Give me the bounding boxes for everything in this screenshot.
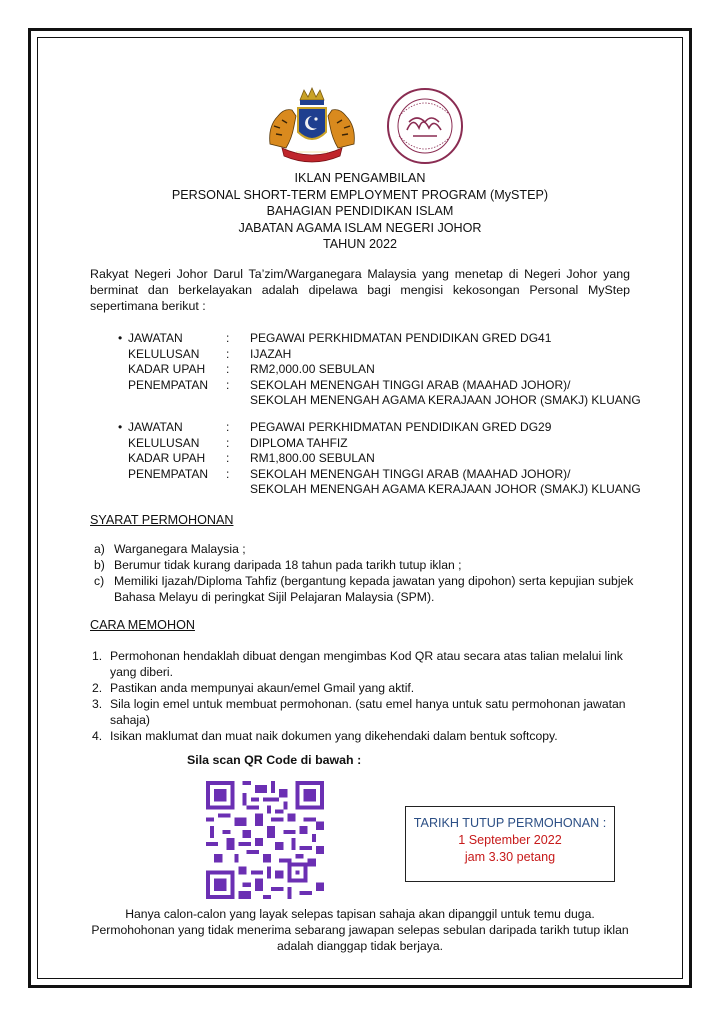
penempatan-value-1: SEKOLAH MENENGAH TINGGI ARAB (MAAHAD JOHOR)/ [250, 377, 571, 392]
syarat-permohonan-title: SYARAT PERMOHONAN [90, 513, 234, 527]
heading-line-2: PERSONAL SHORT-TERM EMPLOYMENT PROGRAM (MySTEP) [171, 187, 549, 202]
kadar-upah-value: RM2,000.00 SEBULAN [250, 362, 375, 376]
job-block-1: • JAWATAN : PEGAWAI PERKHIDMATAN PENDIDIKAN GRED DG41 KELULUSAN : IJAZAH KADAR UPAH : RM2,000.00 SEBULAN PENEMPATAN : SEKOLAH MENENGAH TINGGI ARAB (MAAHAD JOHOR)/ SEKOLAH MENENGAH AGAMA KERAJAAN JOHOR (SMAKJ) KLUANG [118, 331, 658, 409]
jawatan-label: • JAWATAN [118, 420, 226, 436]
advertisement-heading [0, 170, 720, 253]
footer-line-1: Hanya calon-calon yang layak selepas tapisan sahaja akan dipanggil untuk temu duga. [125, 907, 595, 921]
penempatan-label: PENEMPATAN [128, 377, 209, 392]
cara-memohon-list [92, 648, 632, 744]
intro-paragraph: Rakyat Negeri Johor Darul Ta’zim/Warganegara Malaysia yang menetap di Negeri Johor yang berminat dan berkelayakan adalah dipelawa bagi mengisi kekosongan Personal MyStep sepertimana berikut : [90, 267, 630, 313]
kelulusan-value: DIPLOMA TAHFIZ [250, 435, 348, 450]
kadar-upah-label: KADAR UPAH [128, 451, 206, 465]
heading-line-3: BAHAGIAN PENDIDIKAN ISLAM [266, 204, 454, 218]
closing-date-title: TARIKH TUTUP PERMOHONAN : [413, 816, 607, 830]
heading-line-1: IKLAN PENGAMBILAN [294, 171, 426, 185]
penempatan-label: PENEMPATAN [128, 466, 209, 481]
closing-date-box [405, 806, 615, 882]
johor-state-crest-icon [262, 86, 362, 164]
kadar-upah-value: RM1,800.00 SEBULAN [250, 451, 375, 465]
scan-qr-label: Sila scan QR Code di bawah : [187, 753, 362, 767]
list-item: a) Warganegara Malaysia ; [94, 542, 246, 556]
bahagian-pendidikan-islam-seal-icon [385, 86, 465, 166]
qr-code-icon[interactable] [206, 781, 324, 899]
list-item: 3. Sila login emel untuk membuat permohonan. (satu emel hanya untuk satu permohonan jawatan sahaja) [92, 697, 626, 727]
closing-date: 1 September 2022 [458, 833, 562, 847]
closing-time: jam 3.30 petang [464, 850, 556, 864]
penempatan-value-1: SEKOLAH MENENGAH TINGGI ARAB (MAAHAD JOHOR)/ [250, 466, 571, 481]
list-item: 2. Pastikan anda mempunyai akaun/emel Gmail yang aktif. [92, 681, 415, 695]
kelulusan-label: KELULUSAN [128, 435, 200, 450]
syarat-list [94, 541, 654, 605]
jawatan-value: PEGAWAI PERKHIDMATAN PENDIDIKAN GRED DG29 [250, 420, 552, 434]
kelulusan-value: IJAZAH [250, 346, 292, 361]
list-item: b) Berumur tidak kurang daripada 18 tahun pada tarikh tutup iklan ; [94, 558, 462, 572]
logo-row [0, 82, 720, 164]
heading-line-4: JABATAN AGAMA ISLAM NEGERI JOHOR [238, 220, 482, 235]
list-item: 1. Permohonan hendaklah dibuat dengan mengimbas Kod QR atau secara atas talian melalui link yang diberi. [92, 649, 623, 679]
footer-line-2: Permohohonan yang tidak menerima sebarang jawapan selepas sebulan daripada tarikh tutup iklan adalah dianggap tidak berjaya. [91, 923, 629, 953]
list-item: 4. Isikan maklumat dan muat naik dokumen yang dikehendaki dalam bentuk softcopy. [92, 729, 558, 743]
jawatan-value: PEGAWAI PERKHIDMATAN PENDIDIKAN GRED DG41 [250, 331, 552, 345]
kadar-upah-label: KADAR UPAH [128, 362, 206, 376]
job-block-2: • JAWATAN : PEGAWAI PERKHIDMATAN PENDIDIKAN GRED DG29 KELULUSAN : DIPLOMA TAHFIZ KADAR UPAH : RM1,800.00 SEBULAN PENEMPATAN : SEKOLAH MENENGAH TINGGI ARAB (MAAHAD JOHOR)/ SEKOLAH MENENGAH AGAMA KERAJAAN JOHOR (SMAKJ) KLUANG [118, 420, 658, 498]
kelulusan-label: KELULUSAN [128, 346, 200, 361]
penempatan-value-2: SEKOLAH MENENGAH AGAMA KERAJAAN JOHOR (SMAKJ) KLUANG [250, 482, 641, 496]
penempatan-value-2: SEKOLAH MENENGAH AGAMA KERAJAAN JOHOR (SMAKJ) KLUANG [250, 393, 641, 407]
jawatan-label: • JAWATAN [118, 331, 226, 347]
cara-memohon-title: CARA MEMOHON [90, 618, 195, 632]
heading-line-5: TAHUN 2022 [323, 237, 397, 251]
list-item: c) Memiliki Ijazah/Diploma Tahfiz (bergantung kepada jawatan yang dipohon) serta kepujian subjek Bahasa Melayu di peringkat Sijil Pelajaran Malaysia (SPM). [94, 574, 634, 604]
footer-notice [80, 906, 640, 954]
